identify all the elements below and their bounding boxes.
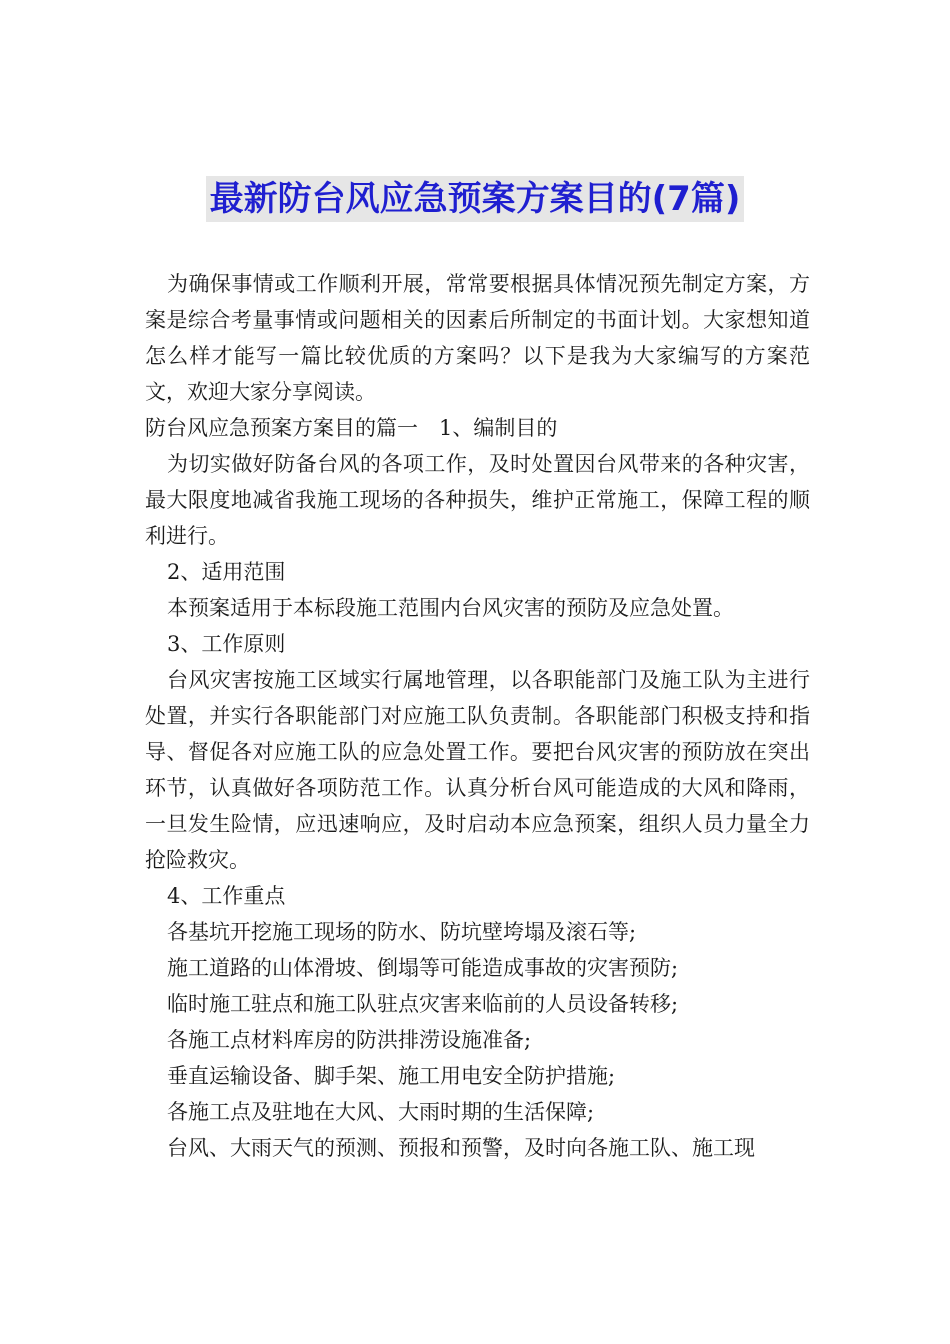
principles-paragraph: 台风灾害按施工区域实行属地管理，以各职能部门及施工队为主进行处置，并实行各职能部门对应施工队负责制。各职能部门积极支持和指导、督促各对应施工队的应急处置工作。要把台风灾害的预防放在突出环节，认真做好各项防范工作。认真分析台风可能造成的大风和降雨，一旦发生险情，应迅速响应，及时启动本应急预案，组织人员力量全力抢险救灾。	[145, 668, 810, 872]
list-item: 施工道路的山体滑坡、倒塌等可能造成事故的灾害预防;	[167, 956, 679, 980]
list-item: 各施工点及驻地在大风、大雨时期的生活保障;	[167, 1100, 595, 1124]
list-item: 各基坑开挖施工现场的防水、防坑壁垮塌及滚石等;	[167, 920, 637, 944]
intro-paragraph: 为确保事情或工作顺利开展，常常要根据具体情况预先制定方案，方案是综合考量事情或问题相关的因素后所制定的书面计划。大家想知道怎么样才能写一篇比较优质的方案吗？以下是我为大家编写的方案范文，欢迎大家分享阅读。	[145, 272, 810, 404]
section-heading-2: 2、适用范围	[167, 560, 286, 584]
list-item: 临时施工驻点和施工队驻点灾害来临前的人员设备转移;	[167, 992, 679, 1016]
document-body	[145, 266, 810, 1166]
section-heading-3: 3、工作原则	[167, 632, 286, 656]
purpose-paragraph: 为切实做好防备台风的各项工作，及时处置因台风带来的各种灾害，最大限度地减省我施工现场的各种损失，维护正常施工，保障工程的顺利进行。	[145, 452, 810, 548]
title-container	[0, 176, 950, 222]
list-item: 台风、大雨天气的预测、预报和预警，及时向各施工队、施工现	[167, 1136, 755, 1160]
document-title: 最新防台风应急预案方案目的(7篇)	[206, 176, 745, 222]
section-heading-4: 4、工作重点	[167, 884, 286, 908]
list-item: 各施工点材料库房的防洪排涝设施准备;	[167, 1028, 532, 1052]
list-item: 垂直运输设备、脚手架、施工用电安全防护措施;	[167, 1064, 616, 1088]
scope-paragraph: 本预案适用于本标段施工范围内台风灾害的预防及应急处置。	[167, 596, 734, 620]
section-heading-1: 防台风应急预案方案目的篇一 1、编制目的	[145, 416, 558, 440]
